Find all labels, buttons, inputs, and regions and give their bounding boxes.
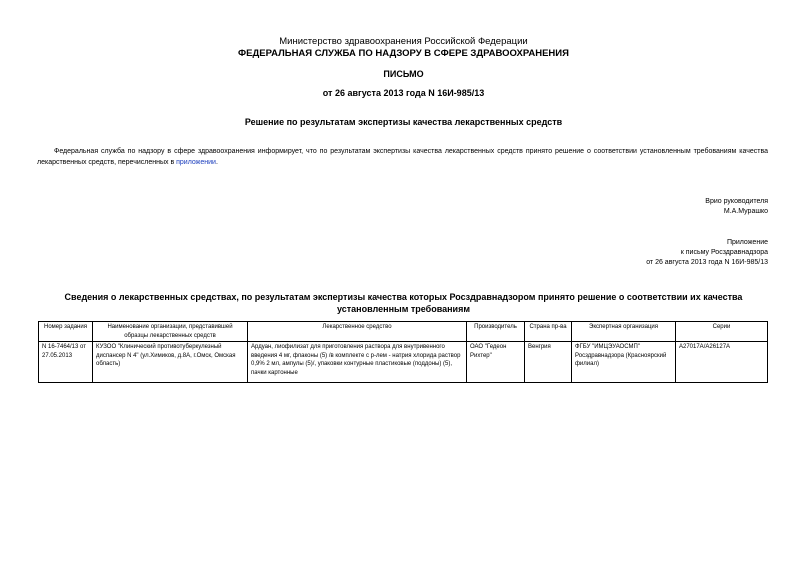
cell-expert-org: ФГБУ "ИМЦЭУАОСМП" Росздравнадзора (Красноярский филиал) — [572, 342, 676, 383]
body-paragraph — [37, 146, 768, 168]
col-header-series: Серии — [676, 322, 768, 342]
col-header-task-number: Номер задания — [39, 322, 93, 342]
drugs-table — [38, 321, 768, 383]
appendix-link[interactable]: приложении — [176, 159, 216, 166]
table-header-row — [39, 322, 768, 342]
body-text-end: . — [215, 159, 218, 166]
appendix-line-2: к письму Росздравнадзора — [680, 249, 768, 256]
ministry-name: Министерство здравоохранения Российской Федерации — [279, 36, 528, 47]
appendix-line-3: от 26 августа 2013 года N 16И-985/13 — [646, 259, 768, 266]
signature-position: Врио руководителя — [705, 198, 768, 205]
cell-task-number: N 16-7464/13 от 27.05.2013 — [39, 342, 93, 383]
cell-organization: КУЗОО "Клинический противотуберкулезный диспансер N 4" (ул.Химиков, д.8А, г.Омск, Омская область) — [93, 342, 248, 383]
col-header-drug: Лекарственное средство — [248, 322, 467, 342]
col-header-manufacturer: Производитель — [467, 322, 525, 342]
signature-name: М.А.Мурашко — [723, 208, 768, 215]
appendix-header — [646, 238, 768, 268]
cell-drug: Ардуан, лиофилизат для приготовления раствора для внутривенного введения 4 мг, флаконы (5) /в комплекте с р-лем - натрия хлорида раствор 0,9% 2 мл, ампулы (5)/, упаковки контурные пластиковые (поддоны) (5), пачки картонные — [248, 342, 467, 383]
col-header-country: Страна пр-ва — [525, 322, 572, 342]
col-header-expert-org: Экспертная организация — [572, 322, 676, 342]
signature-block — [705, 197, 768, 217]
table-title: Сведения о лекарственных средствах, по результатам экспертизы качества которых Росздравнадзором принято решение о соответствии их качества установленным требованиям — [64, 292, 743, 314]
service-name: ФЕДЕРАЛЬНАЯ СЛУЖБА ПО НАДЗОРУ В СФЕРЕ ЗДРАВООХРАНЕНИЯ — [238, 48, 569, 59]
cell-manufacturer: ОАО "Гедеон Рихтер" — [467, 342, 525, 383]
col-header-organization: Наименование организации, представившей образцы лекарственных средств — [93, 322, 248, 342]
appendix-line-1: Приложение — [726, 239, 768, 246]
document-type: ПИСЬМО — [383, 69, 424, 79]
cell-series: A27017A/A26127A — [676, 342, 768, 383]
table-row — [39, 342, 768, 383]
cell-country: Венгрия — [525, 342, 572, 383]
document-subject: Решение по результатам экспертизы качества лекарственных средств — [244, 117, 563, 127]
document-date-number: от 26 августа 2013 года N 16И-985/13 — [322, 88, 485, 98]
body-text-start: Федеральная служба по надзору в сфере здравоохранения информирует, что по результатам экспертизы качества лекарственных средств принято решение о соответствии установленным требованиям качества лекарственных средств, перечисленных в — [37, 148, 768, 166]
